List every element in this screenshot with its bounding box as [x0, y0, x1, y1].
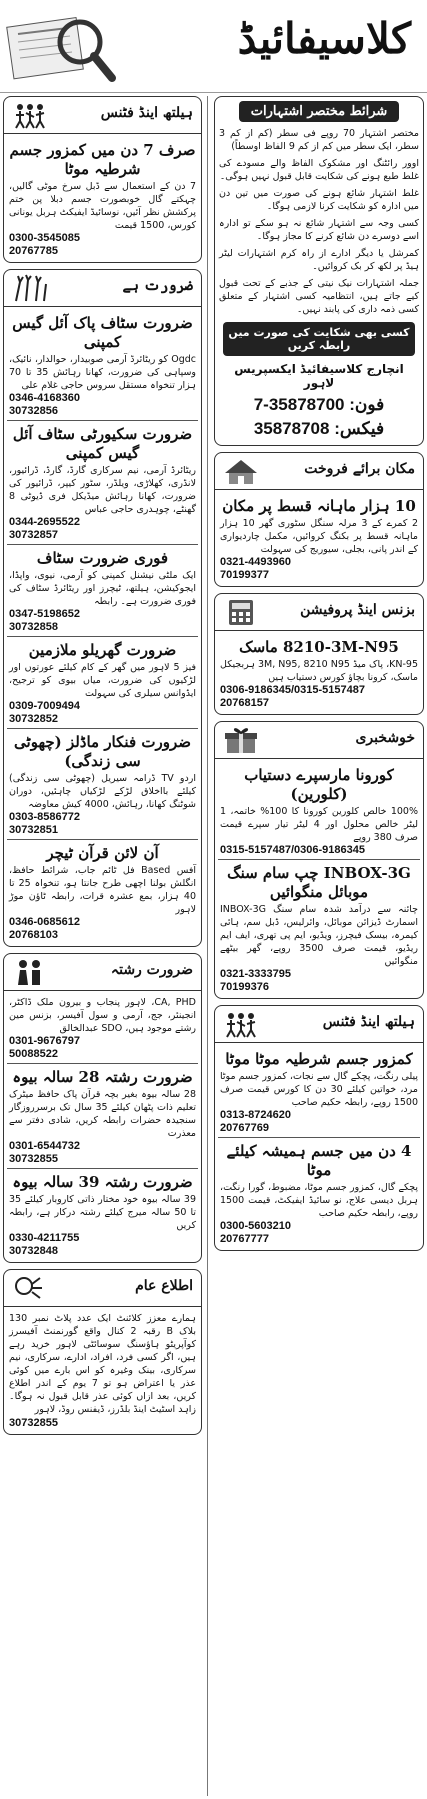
classified-ad [7, 994, 198, 1064]
phone-line [219, 393, 419, 417]
terms-heading: شرائط مختصر اشتہارات [239, 101, 399, 122]
ad-body: 2 کمرے کے 3 مرلہ سنگل سٹوری گھر 10 ہزار ماہانہ قسط پر بکنگ کروائیں، مکمل چاردیواری کے اندر پانی، بجلی، سیوریج کی سہولت [220, 518, 418, 555]
ad-code: 30732851 [9, 824, 58, 836]
ad-code: 30732855 [9, 1417, 58, 1429]
ad-title: ضرورت سٹاف پاک آئل گیس کمپنی [12, 314, 193, 351]
ad-body: چائنہ سے درآمد شدہ سام سنگ INBOX-3G اسمارٹ ڈیزائن موبائل، وائرلیس، ڈبل سم، ہائی کیمرہ، بیسک فیچرز، ویڈیو، ایم پی تھری، ایف ایم ریڈیو، قیمت صرف 3500 روپے، گھر بیٹھے منگوائیں [220, 904, 419, 967]
classified-ad [7, 310, 198, 421]
classified-ad [218, 860, 420, 996]
classified-section [3, 96, 202, 263]
ad-phone: 0346-0685612 [9, 916, 80, 928]
ad-body: ہمارے معزز کلائنٹ ایک عدد پلاٹ نمبر 130 بلاک B رقبہ 2 کنال واقع گورنمنٹ آفیسرز کوآپریٹو ہاؤسنگ سوسائٹی لاہور خرید رہے ہیں، اگر کسی فرد، افراد، ادارے، سرکاری، نیم سرکاری، بینک وغیرہ کو اس بارے میں کوئی عذر یا اعتراض ہو تو 7 یوم کے اندر اطلاع کریں، بعد ازاں کوئی عذر قابل قبول نہ ہوگا۔ زاہد اسٹیٹ اینڈ بلڈرز، ڈیفنس روڈ، لاہور [9, 1313, 196, 1415]
classified-ad [7, 545, 198, 637]
terms-item: جملہ اشتہارات نیک نیتی کے جذبے کے تحت قبول کیے جاتے ہیں، انتظامیہ کسی اشتہار کے متعلق کسی ذمہ داری کی پابند نہیں۔ [219, 278, 419, 315]
ad-phone: 0313-8724620 [220, 1109, 291, 1121]
classified-ad [218, 1138, 420, 1248]
ad-code: 20767785 [9, 245, 58, 257]
ad-title: ضرورت رشتہ 39 سالہ بیوہ [12, 1173, 193, 1191]
ad-title: صرف 7 دن میں کمزور جسم شرطیہ موٹا [9, 141, 196, 178]
section-header [215, 453, 423, 490]
left-column [0, 96, 205, 1441]
couple-icon [10, 958, 50, 986]
column-divider [207, 96, 208, 1796]
ad-code: 20768157 [220, 697, 269, 709]
classified-section [214, 452, 424, 587]
ad-title: ضرورت فنکار ماڈلز (چھوٹی سی زندگی) [14, 733, 191, 770]
section-header [4, 1270, 201, 1307]
classified-ad [7, 1064, 198, 1169]
terms-item: غلط اشتہار شائع ہونے کی صورت میں تین دن میں ادارہ کو شکایت کرنا لازمی ہوگا۔ [219, 188, 419, 212]
classified-ad [7, 1169, 198, 1260]
phone-number: 35878700-7 [253, 395, 345, 414]
ad-body: ایک ملٹی نیشنل کمپنی کو آرمی، نیوی، واپڈا، ایجوکیشن، ہیلتھ، ٹیچرز اور ریٹائرڈ سٹاف کی فوری ضرورت ہے۔ رابطہ [9, 570, 196, 607]
ad-phone: 0301-9676797 [9, 1035, 80, 1047]
ad-phone: 0344-2695522 [9, 516, 80, 528]
section-title: اطلاع عام [135, 1278, 193, 1294]
terms-box [214, 96, 424, 446]
classified-ad [7, 637, 198, 729]
section-header [4, 954, 201, 991]
ad-title: ضرورت رشتہ 28 سالہ بیوہ [12, 1068, 193, 1086]
section-title: ضرورت ہے [122, 278, 193, 294]
classified-ad [7, 137, 198, 260]
section-title: ضرورت رشتہ [110, 962, 193, 978]
section-title: مکان برائے فروخت [304, 461, 415, 477]
terms-list [219, 127, 419, 316]
ad-code: 20767769 [220, 1122, 269, 1134]
ad-body: KN-95، پاک میڈ 3M, N95, 8210 N95 ہربجیکل ماسک، کرونا بچاؤ کورس دستیاب ہیں [220, 659, 419, 683]
ad-body: پچکے گال، کمزور جسم موٹا، مضبوط، گورا رنگت، ہربل دیسی علاج، نو سائیڈ ایفیکٹ، قیمت 1500 روپے، رابطہ حکیم صاحب [220, 1182, 418, 1219]
classified-ad [7, 840, 198, 944]
classified-ad [7, 729, 198, 840]
ad-code: 70199377 [220, 569, 269, 581]
ad-body: CA, PHD، لاہور پنجاب و بیرون ملک ڈاکٹر، انجینئر، جج، آرمی و سول آفیسر، بزنس مین رشتے موجود ہیں، SDO عبدالخالق [9, 997, 196, 1034]
classified-ad [7, 421, 198, 545]
classified-ad [218, 634, 420, 712]
ad-body: پیلی رنگت، پچکے گال سے نجات، کمزور جسم موٹا مرد، خواتین کیلئے 30 دن کا کورس قیمت صرف 1500 روپے، رابطہ حکیم صاحب [220, 1071, 418, 1108]
classified-section [3, 269, 202, 947]
ad-title: فوری ضرورت سٹاف [36, 549, 169, 567]
section-title: خوشخبری [355, 730, 415, 746]
section-title: بزنس اینڈ پروفیشن [300, 602, 415, 618]
section-title: ہیلتھ اینڈ فٹنس [322, 1014, 415, 1030]
ad-phone: 0300-5603210 [220, 1220, 291, 1232]
incharge-line: انچارج کلاسیفائیڈ ایکسپریس لاہور [234, 362, 404, 390]
right-sections [211, 452, 427, 1251]
ad-title: آن لائن قرآن ٹیچر [46, 844, 159, 862]
ad-body: اردو TV ڈرامہ سیریل (چھوٹی سی زندگی) کیلئے بااخلاق لڑکے لڑکیاں چاہئیں، دوران شوٹنگ کھانا، رہائش، 4000 کیش معاوضہ [9, 773, 196, 810]
page-title: کلاسیفائیڈ [237, 14, 411, 63]
ad-body: 28 سالہ بیوہ بغیر بچہ قرآن پاک حافظ میٹرک تعلیم ذات پٹھان کیلئے 35 سال تک برسرروزگار سنجیدہ حضرات رابطہ کریں، شادی دفتر سے معذرت [9, 1089, 196, 1139]
classified-ad [218, 762, 420, 860]
terms-item: کسی وجہ سے اشتہار شائع نہ ہو سکے تو ادارہ اسے دوسرے دن شائع کرنے کا مجاز ہوگا۔ [219, 218, 419, 242]
classified-section [214, 593, 424, 715]
classified-ad [7, 1310, 198, 1432]
announcement-icon [10, 1274, 50, 1302]
ad-code: 30732856 [9, 405, 58, 417]
ad-title: کورونا مارسپرے دستیاب (کلورین) [244, 766, 394, 803]
terms-item: اوور رائٹنگ اور مشکوک الفاظ والے مسودے کی غلط طبع ہونے کی شکایت قابل قبول نہیں ہوگی۔ [219, 158, 419, 182]
section-header [215, 722, 423, 759]
section-title: ہیلتھ اینڈ فٹنس [100, 105, 193, 121]
section-header [215, 594, 423, 631]
ad-title: 10 ہزار ماہانہ قسط پر مکان [222, 497, 416, 515]
classified-section [214, 721, 424, 999]
ad-phone: 0347-5198652 [9, 608, 80, 620]
ad-code: 30732848 [9, 1245, 58, 1257]
ad-body: Ogdc کو ریٹائرڈ آرمی صوبیدار، حوالدار، نائیک، وسپاہی کی ضرورت، کھانا رہائش 35 تا 70 ہزار تنخواہ مستقل سروس حاجی غلام علی [9, 354, 197, 391]
fax-label: فیکس: [334, 419, 385, 438]
ad-code: 30732852 [9, 713, 58, 725]
fax-line [219, 417, 419, 441]
classified-ad [218, 1046, 420, 1138]
ad-phone: 0315-5157487/0306-9186345 [220, 844, 365, 856]
classified-section [3, 953, 202, 1263]
ad-code: 70199376 [220, 981, 269, 993]
section-header [4, 97, 201, 134]
ad-body: ریٹائرڈ آرمی، نیم سرکاری گارڈ، گارڈ، ڈرائیور، لانڈری، کھلاڑی، ویلڈر، سٹور کیپر، ڈرائیور کی ضرورت، کھانا رہائش میڈیکل فری ڈیوٹی 8 گھنٹے، چوہدری حاجی عباس [9, 465, 196, 515]
raised-hands-icon [10, 274, 50, 302]
section-header [4, 270, 201, 307]
terms-item: مختصر اشتہار 70 روپے فی سطر (کم از کم 3 سطر، ایک سطر میں کم از کم 9 الفاظ اوسطاً) [219, 128, 419, 152]
ad-code: 30732855 [9, 1153, 58, 1165]
complaint-note: کسی بھی شکایت کی صورت میں رابطہ کریں [223, 322, 415, 356]
calculator-icon [221, 598, 261, 626]
section-header [215, 1006, 423, 1043]
ad-phone: 0321-4493960 [220, 556, 291, 568]
ad-title: INBOX-3G چپ سام سنگ موبائل منگوائیں [227, 864, 411, 901]
ad-phone: 0330-4211755 [9, 1232, 80, 1244]
house-icon [221, 457, 261, 485]
ad-body: فیز 5 لاہور میں گھر کے کام کیلئے عورتوں اور لڑکیوں کی ضرورت، میاں بیوی کو ترجیح، ایڈوانس سیلری کی سہولت [9, 662, 196, 699]
terms-item: کمرشل یا دیگر ادارے از راہ کرم اشتہارات لیٹر ہیڈ پر لکھ کر بک کروائیں۔ [219, 248, 419, 272]
ad-phone: 0300-3545085 [9, 232, 80, 244]
ad-code: 20767777 [220, 1233, 269, 1245]
ad-body: آفس Based فل ٹائم جاب، شرائط حافظ، انگلش بولنا اچھی طرح جانتا ہو، تنخواہ 25 تا 40 ہزار، بمع عشرہ قرات، رابطہ ٹاؤن موڑ لاہور [9, 865, 197, 915]
newspaper-magnifier-icon [6, 8, 116, 86]
ad-title: ضرورت گھریلو ملازمین [28, 641, 177, 659]
classified-section [214, 1005, 424, 1251]
ad-body: 7 دن کے استعمال سے ڈبل سرخ موٹی گالیں، چہکتے گال خوبصورت جسم دبلا پن ختم پرکشش نظر آئیں، نوسائیڈ ایفیکٹ ہربل یونانی کورس، 1500 قیمت [9, 181, 196, 231]
athletes-icon [221, 1010, 261, 1038]
gift-box-icon [221, 726, 261, 754]
ad-body: 39 سالہ بیوہ خود مختار ذاتی کاروبار کیلئے 35 تا 50 سالہ میرج کیلئے رشتہ درکار ہے، رابطہ کریں [9, 1194, 197, 1231]
athletes-icon [10, 101, 50, 129]
masthead [0, 0, 427, 93]
ad-code: 20768103 [9, 929, 58, 941]
ad-phone: 0301-6544732 [9, 1140, 80, 1152]
ad-phone: 0321-3333795 [220, 968, 291, 980]
ad-phone: 0346-4168360 [9, 392, 80, 404]
right-column [211, 96, 427, 1257]
ad-phone: 0309-7009494 [9, 700, 80, 712]
phone-label: فون: [349, 395, 385, 414]
ad-phone: 0303-8586772 [9, 811, 80, 823]
classified-ad [218, 493, 420, 584]
ad-code: 30732858 [9, 621, 58, 633]
ad-title: 4 دن میں جسم ہمیشہ کیلئے موٹا [226, 1142, 412, 1179]
ad-phone: 0306-9186345/0315-5157487 [220, 684, 365, 696]
ad-title: کمزور جسم شرطیہ موٹا موٹا [225, 1050, 413, 1068]
ad-title: 8210-3M-N95 ماسک [239, 638, 399, 656]
fax-number: 35878708 [253, 419, 330, 438]
ad-code: 50088522 [9, 1048, 58, 1060]
ad-code: 30732857 [9, 529, 58, 541]
ad-body: 100% خالص کلورین کورونا کا 100% خاتمہ، 1 لیٹر خالص محلول اور 4 لیٹر تیار سپرے قیمت صرف 380 روپے [220, 806, 418, 843]
ad-title: ضرورت سکیورٹی سٹاف آئل گیس کمپنی [12, 425, 193, 462]
classified-section [3, 1269, 202, 1435]
